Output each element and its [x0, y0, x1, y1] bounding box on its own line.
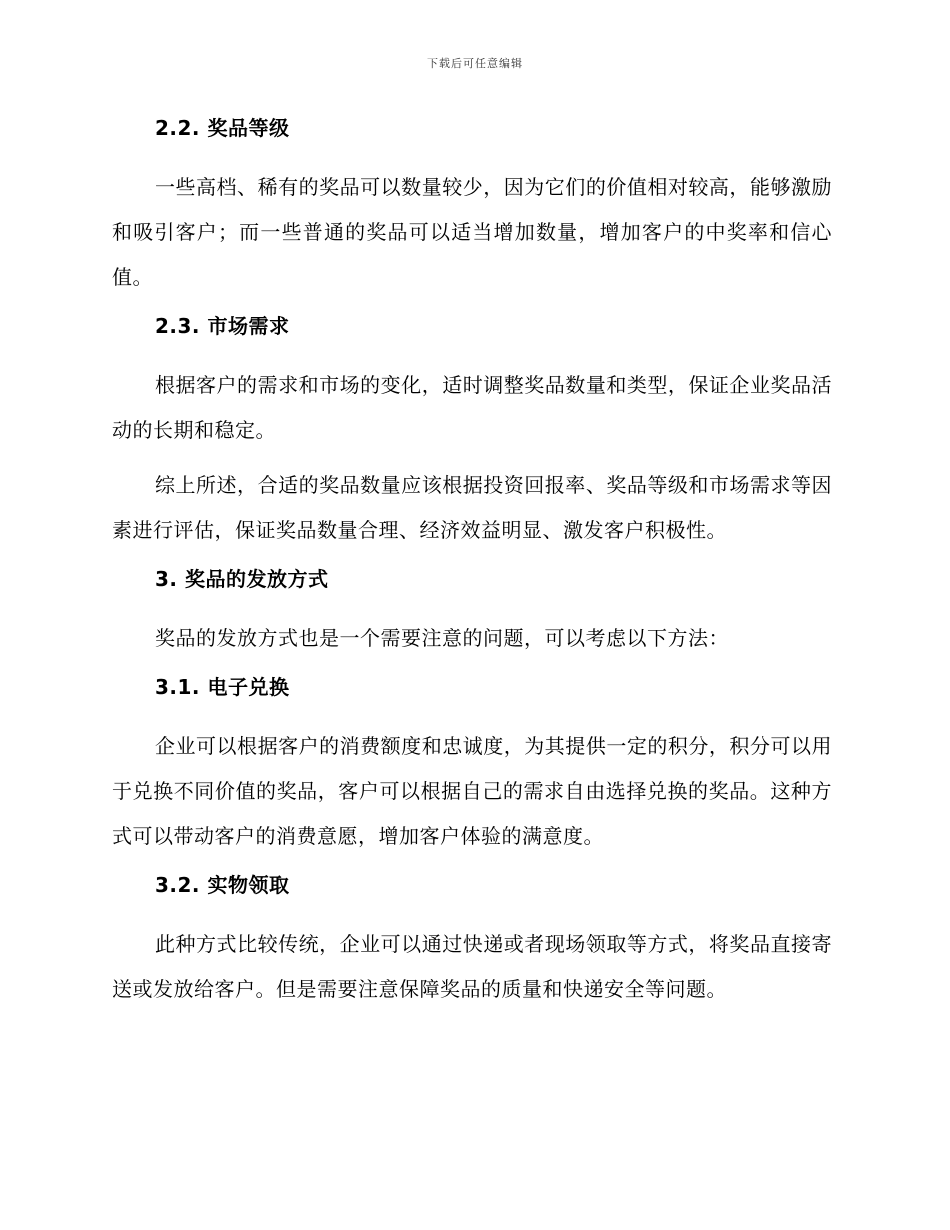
section-heading-2-2: 2.2. 奖品等级: [155, 116, 290, 140]
paragraph-summary: 综上所述，合适的奖品数量应该根据投资回报率、奖品等级和市场需求等因素进行评估，保证奖品数量合理、经济效益明显、激发客户积极性。: [112, 473, 832, 542]
document-body: [112, 112, 832, 1022]
section-heading-3-1: 3.1. 电子兑换: [155, 675, 290, 699]
paragraph-physical-pickup: 此种方式比较传统，企业可以通过快递或者现场领取等方式，将奖品直接寄送或发放给客户。但是需要注意保障奖品的质量和快递安全等问题。: [112, 932, 832, 1001]
paragraph-distribution-intro: 奖品的发放方式也是一个需要注意的问题，可以考虑以下方法：: [155, 626, 729, 650]
section-heading-2-3: 2.3. 市场需求: [155, 314, 290, 338]
paragraph-prize-levels: 一些高档、稀有的奖品可以数量较少，因为它们的价值相对较高，能够激励和吸引客户；而一些普通的奖品可以适当增加数量，增加客户的中奖率和信心值。: [112, 175, 832, 289]
header-note: 下载后可任意编辑: [427, 57, 523, 70]
paragraph-electronic-exchange: 企业可以根据客户的消费额度和忠诚度，为其提供一定的积分，积分可以用于兑换不同价值的奖品，客户可以根据自己的需求自由选择兑换的奖品。这种方式可以带动客户的消费意愿，增加客户体验的满意度。: [112, 734, 832, 848]
paragraph-market-demand: 根据客户的需求和市场的变化，适时调整奖品数量和类型，保证企业奖品活动的长期和稳定。: [112, 373, 832, 442]
section-heading-3: 3. 奖品的发放方式: [155, 567, 329, 591]
section-heading-3-2: 3.2. 实物领取: [155, 873, 290, 897]
